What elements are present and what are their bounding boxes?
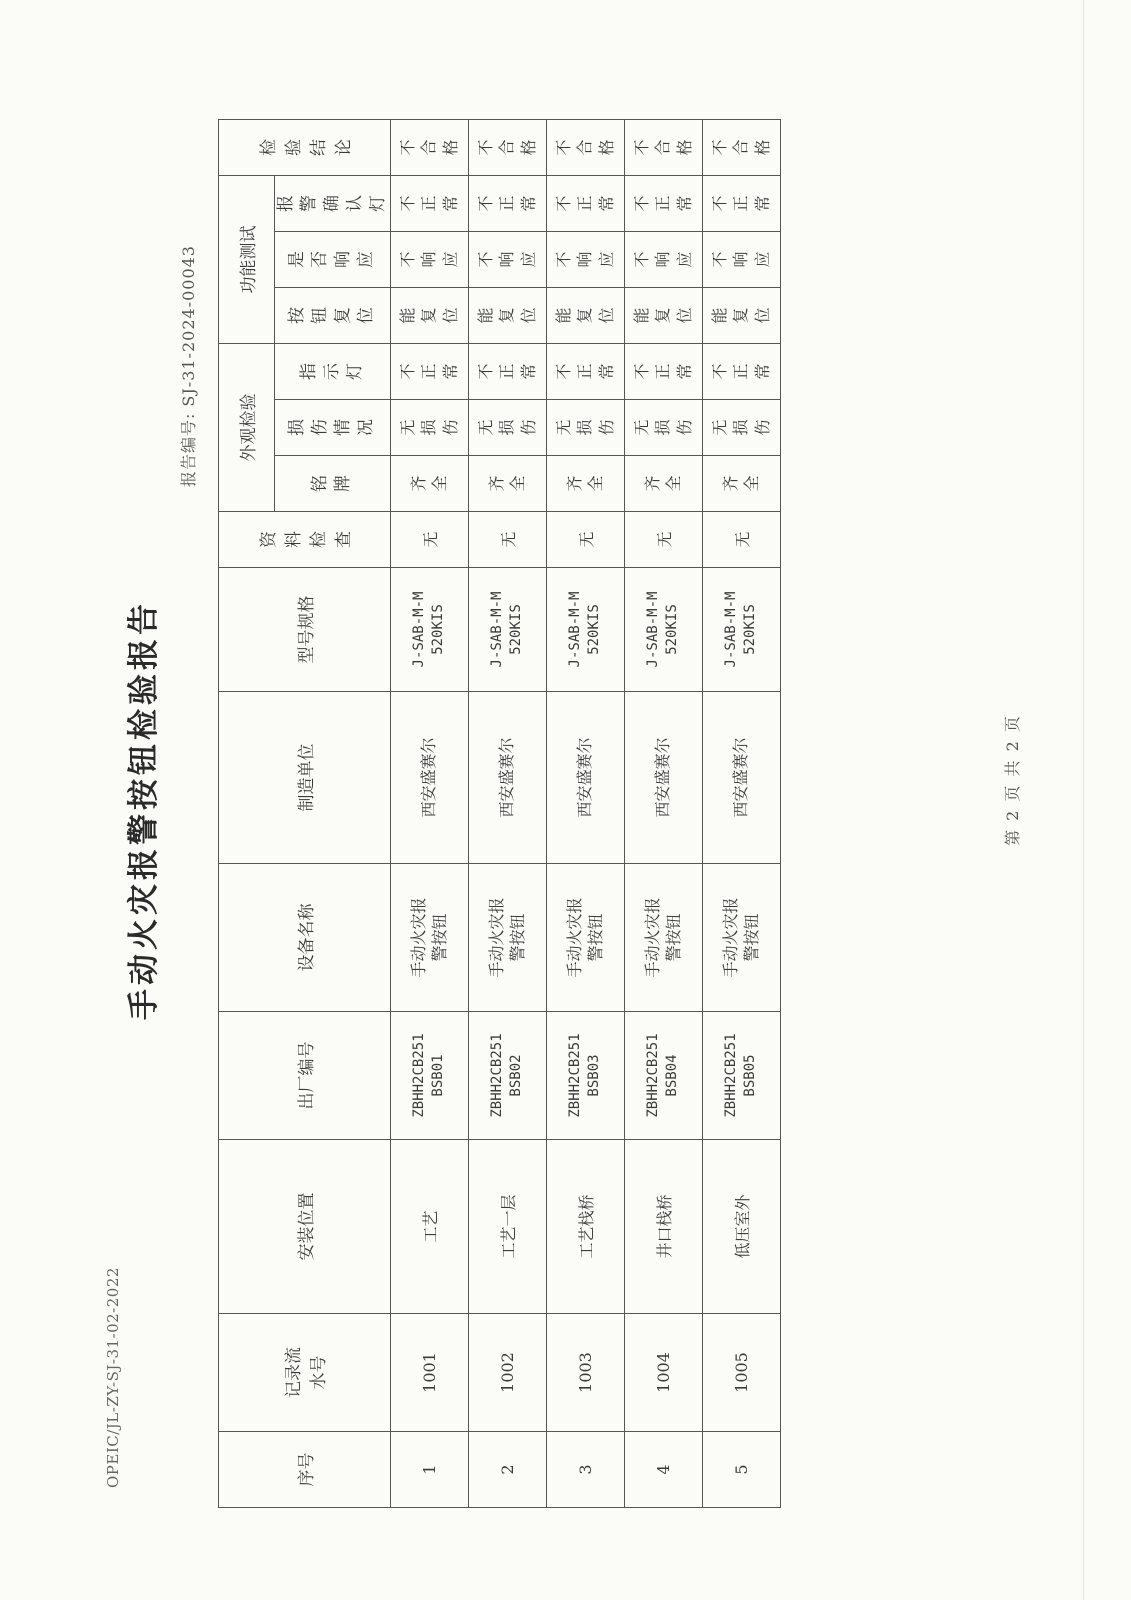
header-record-text: 记录流水号 [284,1347,330,1398]
cell-indicator [624,344,702,400]
cell-reset-text: 能复位 [397,307,460,324]
header-indicator-text: 指示灯 [298,363,365,380]
cell-damage [702,400,780,456]
cell-model [468,568,546,692]
cell-nameplate [468,456,546,512]
cell-maker [702,692,780,864]
cell-docs [624,512,702,568]
inspection-table [218,119,781,1508]
cell-name-text: 手动火灾报警按钮 [408,897,450,978]
cell-indicator [468,344,546,400]
cell-conclusion-text: 不合格 [631,139,694,156]
cell-model [624,568,702,692]
cell-nameplate [390,456,468,512]
cell-location-text: 工艺 [420,1210,440,1243]
cell-reset [624,288,702,344]
cell-location-text: 工艺栈桥 [576,1194,596,1259]
table-body [390,120,780,1508]
cell-record [624,1314,702,1432]
cell-reset-text: 能复位 [709,307,772,324]
header-location: 安装位置 [219,1140,391,1314]
cell-docs-text: 无 [498,531,518,548]
page-title: 手动火灾报警按钮检验报告 [126,600,162,1020]
cell-indicator-text: 不正常 [397,363,460,380]
cell-name [468,864,546,1012]
cell-respond [702,232,780,288]
cell-record [702,1314,780,1432]
cell-seq-text: 5 [731,1464,751,1475]
cell-nameplate [702,456,780,512]
cell-name [702,864,780,1012]
cell-indicator-text: 不正常 [475,363,538,380]
cell-reset [468,288,546,344]
cell-conclusion-text: 不合格 [709,139,772,156]
header-docs [219,512,391,568]
cell-location [702,1140,780,1314]
cell-serial [546,1012,624,1140]
cell-seq [390,1432,468,1508]
cell-maker-text: 西安盛赛尔 [419,737,439,818]
cell-confirm-text: 不正常 [397,195,460,212]
cell-model-text: J-SAB-M-M 520KIS [723,591,759,668]
cell-maker-text: 西安盛赛尔 [653,737,673,818]
cell-serial [624,1012,702,1140]
header-reset [275,288,391,344]
cell-record-text: 1004 [653,1352,673,1393]
cell-nameplate [624,456,702,512]
cell-location [468,1140,546,1314]
cell-name [624,864,702,1012]
header-damage [275,400,391,456]
cell-indicator-text: 不正常 [631,363,694,380]
header-reset-text: 按钮复位 [287,307,377,324]
table-row [546,120,624,1508]
page-number: 第 2 页 共 2 页 [1003,714,1022,846]
cell-indicator [390,344,468,400]
cell-conclusion [390,120,468,176]
cell-serial [390,1012,468,1140]
cell-respond [390,232,468,288]
cell-serial-text: ZBHH2CB251 BSB04 [645,1033,681,1118]
cell-model-text: J-SAB-M-M 520KIS [567,591,603,668]
cell-reset [390,288,468,344]
table-row [624,120,702,1508]
cell-conclusion [624,120,702,176]
cell-name-text: 手动火灾报警按钮 [486,897,528,978]
cell-docs-text: 无 [576,531,596,548]
cell-maker [390,692,468,864]
cell-maker [468,692,546,864]
table-row [390,120,468,1508]
cell-record [390,1314,468,1432]
cell-location [546,1140,624,1314]
header-model: 型号规格 [219,568,391,692]
cell-confirm [468,176,546,232]
cell-docs-text: 无 [420,531,440,548]
cell-seq-text: 1 [419,1464,439,1475]
cell-model-text: J-SAB-M-M 520KIS [411,591,447,668]
cell-record-text: 1003 [575,1352,595,1393]
cell-damage-text: 无损伤 [397,419,460,436]
cell-seq-text: 2 [497,1464,517,1475]
cell-nameplate [546,456,624,512]
cell-serial-text: ZBHH2CB251 BSB05 [723,1033,759,1118]
cell-serial-text: ZBHH2CB251 BSB02 [489,1033,525,1118]
cell-confirm-text: 不正常 [475,195,538,212]
cell-model-text: J-SAB-M-M 520KIS [489,591,525,668]
cell-name-text: 手动火灾报警按钮 [720,897,762,978]
cell-indicator-text: 不正常 [553,363,616,380]
cell-maker-text: 西安盛赛尔 [497,737,517,818]
header-record [219,1314,391,1432]
cell-record-text: 1001 [419,1352,439,1393]
cell-seq-text: 4 [653,1464,673,1475]
cell-serial [702,1012,780,1140]
cell-docs [702,512,780,568]
cell-conclusion [702,120,780,176]
header-confirm-text: 报警确认灯 [276,195,388,212]
header-nameplate-text: 铭牌 [310,475,354,492]
cell-seq [468,1432,546,1508]
header-maker: 制造单位 [219,692,391,864]
cell-conclusion-text: 不合格 [553,139,616,156]
header-damage-text: 损伤情况 [287,419,377,436]
header-nameplate [275,456,391,512]
cell-nameplate-text: 齐全 [642,475,684,492]
cell-damage-text: 无损伤 [475,419,538,436]
cell-conclusion [546,120,624,176]
cell-nameplate-text: 齐全 [408,475,450,492]
cell-reset-text: 能复位 [475,307,538,324]
cell-damage-text: 无损伤 [631,419,694,436]
cell-reset-text: 能复位 [553,307,616,324]
header-serial: 出厂编号 [219,1012,391,1140]
cell-respond [624,232,702,288]
cell-respond-text: 不响应 [631,251,694,268]
cell-maker [624,692,702,864]
header-conclusion-text: 检验结论 [259,139,355,156]
cell-docs [546,512,624,568]
table-row [702,120,780,1508]
header-seq: 序号 [219,1432,391,1508]
cell-serial [468,1012,546,1140]
cell-respond [468,232,546,288]
cell-respond [546,232,624,288]
cell-maker-text: 西安盛赛尔 [731,737,751,818]
cell-confirm [546,176,624,232]
cell-model [390,568,468,692]
cell-confirm [624,176,702,232]
cell-maker [546,692,624,864]
cell-confirm [702,176,780,232]
cell-docs [468,512,546,568]
header-appearance: 外观检验 [219,344,275,512]
cell-nameplate-text: 齐全 [720,475,762,492]
header-respond-text: 是否响应 [287,251,377,268]
cell-seq [702,1432,780,1508]
cell-confirm-text: 不正常 [553,195,616,212]
header-respond [275,232,391,288]
cell-damage [624,400,702,456]
cell-damage [468,400,546,456]
cell-seq [546,1432,624,1508]
header-docs-text: 资料检查 [259,531,355,548]
cell-location-text: 低压室外 [732,1194,752,1259]
cell-respond-text: 不响应 [709,251,772,268]
cell-reset [702,288,780,344]
cell-model-text: J-SAB-M-M 520KIS [645,591,681,668]
cell-record [546,1314,624,1432]
cell-docs-text: 无 [654,531,674,548]
cell-name [546,864,624,1012]
cell-reset [546,288,624,344]
cell-nameplate-text: 齐全 [564,475,606,492]
cell-reset-text: 能复位 [631,307,694,324]
cell-conclusion-text: 不合格 [397,139,460,156]
cell-conclusion [468,120,546,176]
cell-model [702,568,780,692]
cell-record-text: 1005 [731,1352,751,1393]
cell-location-text: 井口栈桥 [654,1194,674,1259]
cell-indicator [702,344,780,400]
cell-indicator [546,344,624,400]
cell-respond-text: 不响应 [475,251,538,268]
cell-name-text: 手动火灾报警按钮 [564,897,606,978]
header-conclusion [219,120,391,176]
cell-record-text: 1002 [497,1352,517,1393]
cell-damage-text: 无损伤 [553,419,616,436]
cell-record [468,1314,546,1432]
cell-conclusion-text: 不合格 [475,139,538,156]
cell-seq-text: 3 [575,1464,595,1475]
cell-seq [624,1432,702,1508]
cell-damage [546,400,624,456]
cell-confirm [390,176,468,232]
header-confirm [275,176,391,232]
report-number: 报告编号: SJ-31-2024-00043 [179,245,198,488]
cell-name-text: 手动火灾报警按钮 [642,897,684,978]
cell-nameplate-text: 齐全 [486,475,528,492]
cell-confirm-text: 不正常 [631,195,694,212]
cell-damage-text: 无损伤 [709,419,772,436]
cell-serial-text: ZBHH2CB251 BSB03 [567,1033,603,1118]
cell-confirm-text: 不正常 [709,195,772,212]
cell-name [390,864,468,1012]
cell-location-text: 工艺一层 [498,1194,518,1259]
cell-respond-text: 不响应 [397,251,460,268]
cell-location [624,1140,702,1314]
cell-location [390,1140,468,1314]
document-code: OPEIC/JL-ZY-SJ-31-02-2022 [104,1267,122,1488]
cell-damage [390,400,468,456]
header-func: 功能测试 [219,176,275,344]
cell-indicator-text: 不正常 [709,363,772,380]
cell-model [546,568,624,692]
cell-maker-text: 西安盛赛尔 [575,737,595,818]
cell-docs-text: 无 [732,531,752,548]
cell-respond-text: 不响应 [553,251,616,268]
cell-docs [390,512,468,568]
header-name: 设备名称 [219,864,391,1012]
cell-serial-text: ZBHH2CB251 BSB01 [411,1033,447,1118]
header-indicator [275,344,391,400]
table-row [468,120,546,1508]
